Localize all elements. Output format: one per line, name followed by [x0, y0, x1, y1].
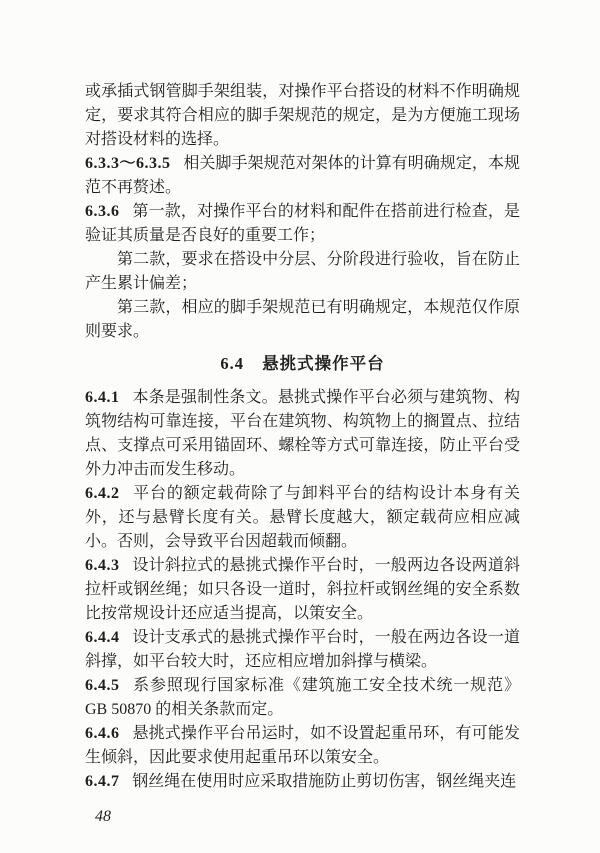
content [85, 80, 520, 794]
paragraph: 6.3.6 第一款，对操作平台的材料和配件在搭前进行检查，是验证其质量是否良好的重要工作； [85, 203, 520, 244]
paragraph: 6.4.3 设计斜拉式的悬挑式操作平台时，一般两边各设两道斜拉杆或钢丝绳；如只各设一道时，斜拉杆或钢丝绳的安全系数比按常规设计还应适当提高，以策安全。 [85, 557, 520, 622]
clause-number: 6.4.1 [85, 389, 120, 406]
clause-number: 6.4.2 [85, 485, 120, 502]
page-number: 48 [95, 808, 111, 825]
clause-number: 6.4.5 [85, 677, 120, 694]
paragraph: 6.4.1 本条是强制性条文。悬挑式操作平台必须与建筑物、构筑物结构可靠连接，平台在建筑物、构筑物上的搁置点、拉结点、支撑点可采用锚固环、螺栓等方式可靠连接，防止平台受外力冲击而发生移动。 [85, 389, 520, 478]
paragraph: 6.4.4 设计支承式的悬挑式操作平台时，一般在两边各设一道斜撑，如平台较大时，还应相应增加斜撑与横梁。 [85, 629, 520, 670]
paragraph: 6.3.3～6.3.5 相关脚手架规范对架体的计算有明确规定，本规范不再赘述。 [85, 155, 520, 196]
paragraph: 6.4.5 系参照现行国家标准《建筑施工安全技术统一规范》GB 50870 的相关条款而定。 [85, 677, 520, 718]
section-heading-title: 悬挑式操作平台 [262, 355, 385, 373]
paragraph: 6.4.7 钢丝绳在使用时应采取措施防止剪切伤害，钢丝绳夹连 [85, 773, 517, 790]
clause-number: 6.3.6 [85, 203, 120, 220]
paragraph: 第二款，要求在搭设中分层、分阶段进行验收，旨在防止产生累计偏差； [85, 251, 520, 292]
paragraph: 或承插式钢管脚手架组装，对操作平台搭设的材料不作明确规定，要求其符合相应的脚手架规范的规定，是为方便施工现场对搭设材料的选择。 [85, 83, 520, 148]
section-heading [85, 352, 520, 376]
paragraph: 第三款，相应的脚手架规范已有明确规定，本规范仅作原则要求。 [85, 299, 520, 340]
paragraph: 6.4.6 悬挑式操作平台吊运时，如不设置起重吊环，有可能发生倾斜，因此要求使用起重吊环以策安全。 [85, 725, 520, 766]
clause-number: 6.4.4 [85, 629, 120, 646]
clause-number: 6.4.6 [85, 725, 120, 742]
clause-number: 6.3.3～6.3.5 [85, 155, 171, 172]
paragraph: 6.4.2 平台的额定载荷除了与卸料平台的结构设计本身有关外，还与悬臂长度有关。悬臂长度越大，额定载荷应相应减小。否则，会导致平台因超载而倾翻。 [85, 485, 520, 550]
clause-number: 6.4.3 [85, 557, 120, 574]
section-heading-number: 6.4 [220, 354, 244, 373]
clause-number: 6.4.7 [85, 773, 120, 790]
